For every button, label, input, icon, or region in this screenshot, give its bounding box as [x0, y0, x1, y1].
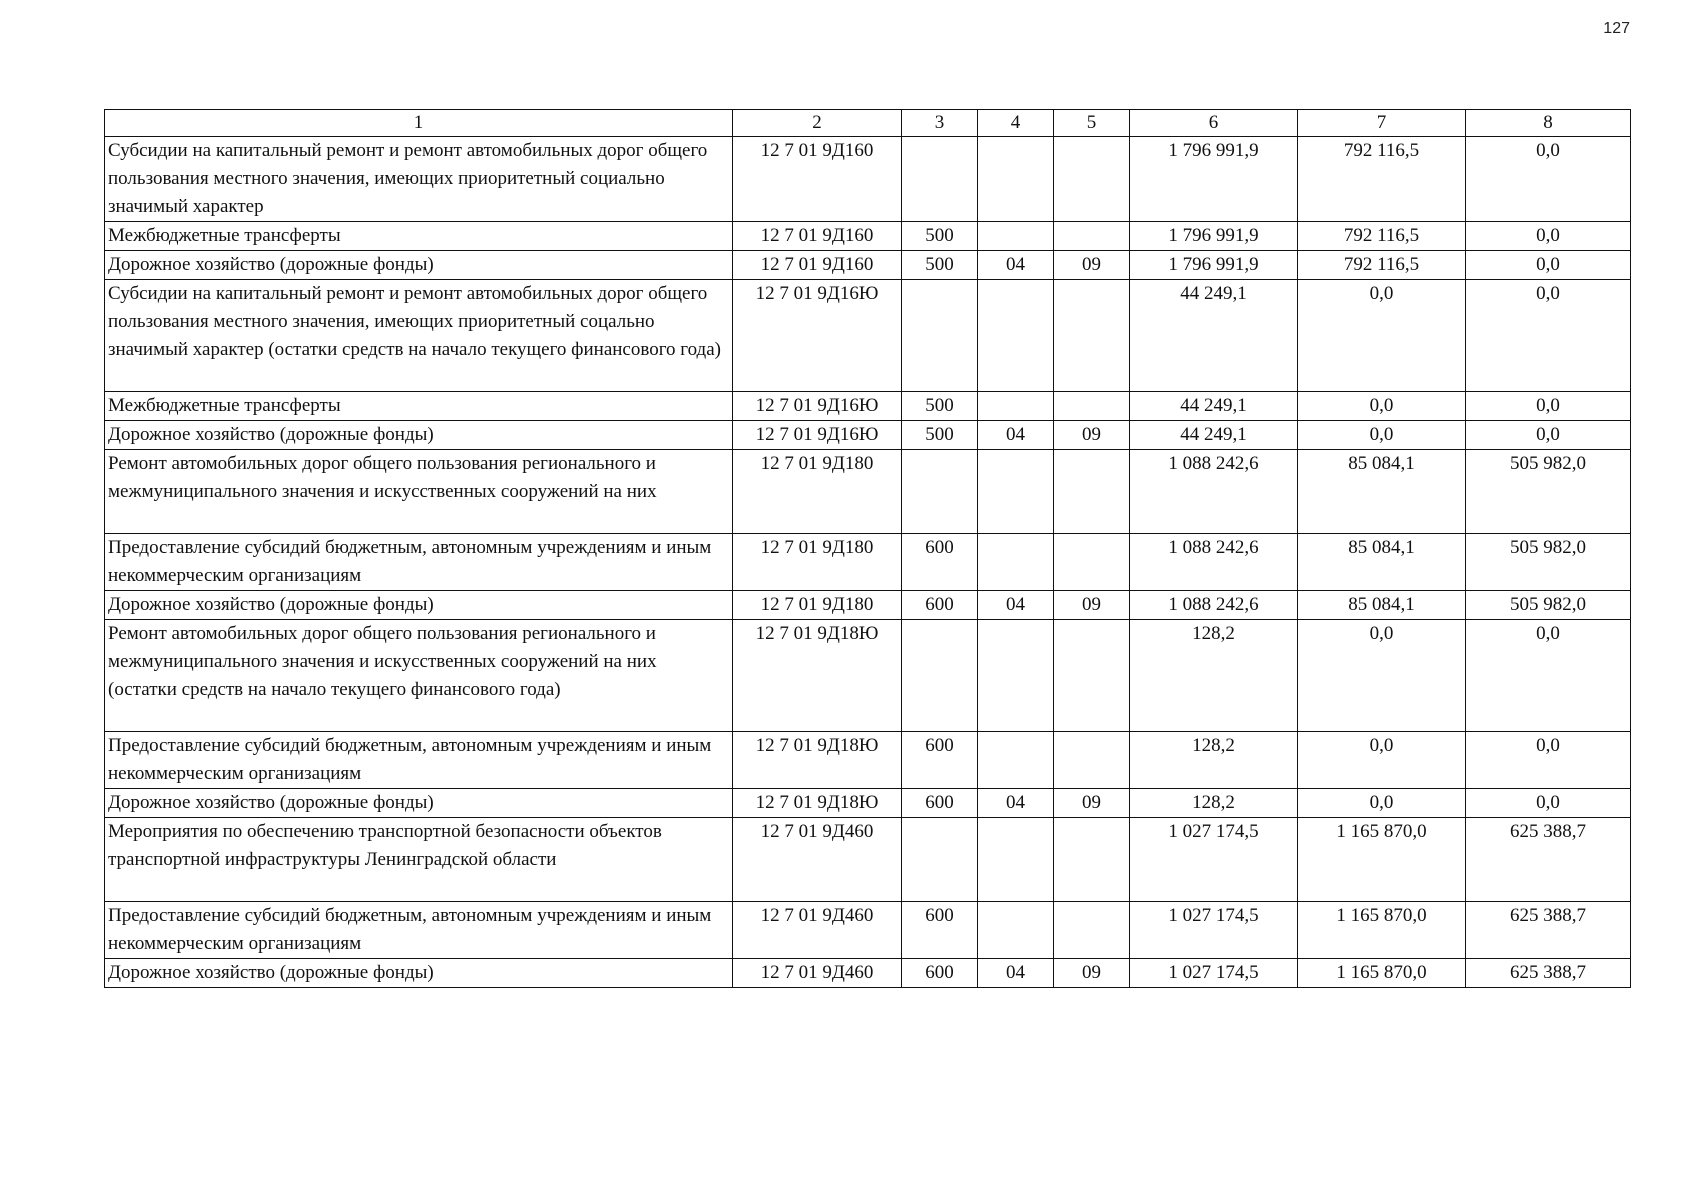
- row-section-cell: 04: [978, 959, 1054, 988]
- row-name-cell: Дорожное хозяйство (дорожные фонды): [105, 789, 733, 818]
- row-code-cell: 12 7 01 9Д460: [733, 959, 902, 988]
- row-type-cell: [902, 818, 978, 902]
- row-value-1-cell: 1 796 991,9: [1130, 251, 1298, 280]
- header-cell: 6: [1130, 110, 1298, 137]
- row-code-cell: 12 7 01 9Д16Ю: [733, 280, 902, 392]
- row-type-cell: 500: [902, 392, 978, 421]
- row-section-cell: 04: [978, 591, 1054, 620]
- row-section-cell: [978, 732, 1054, 789]
- table-row: [105, 534, 1631, 591]
- row-value-2-cell: 0,0: [1298, 421, 1466, 450]
- row-type-cell: 500: [902, 421, 978, 450]
- row-value-3-cell: 505 982,0: [1466, 534, 1631, 591]
- row-subsection-cell: [1054, 818, 1130, 902]
- header-cell: 1: [105, 110, 733, 137]
- row-name-cell: Мероприятия по обеспечению транспортной безопасности объектов транспортной инфраструктуры Ленинградской области: [105, 818, 733, 902]
- row-value-2-cell: 85 084,1: [1298, 450, 1466, 534]
- row-name-cell: Дорожное хозяйство (дорожные фонды): [105, 251, 733, 280]
- table-row: [105, 392, 1631, 421]
- row-name-cell: Субсидии на капитальный ремонт и ремонт автомобильных дорог общего пользования местного значения, имеющих приоритетный социально значимый характер: [105, 137, 733, 222]
- header-cell: 3: [902, 110, 978, 137]
- row-section-cell: [978, 392, 1054, 421]
- row-name-cell: Дорожное хозяйство (дорожные фонды): [105, 591, 733, 620]
- row-code-cell: 12 7 01 9Д160: [733, 137, 902, 222]
- row-value-1-cell: 1 796 991,9: [1130, 222, 1298, 251]
- row-type-cell: 600: [902, 959, 978, 988]
- row-section-cell: 04: [978, 421, 1054, 450]
- row-type-cell: 600: [902, 534, 978, 591]
- row-code-cell: 12 7 01 9Д460: [733, 818, 902, 902]
- header-row: [105, 110, 1631, 137]
- row-name-cell: Дорожное хозяйство (дорожные фонды): [105, 959, 733, 988]
- row-code-cell: 12 7 01 9Д460: [733, 902, 902, 959]
- row-name-cell: Предоставление субсидий бюджетным, автономным учреждениям и иным некоммерческим организациям: [105, 534, 733, 591]
- row-subsection-cell: 09: [1054, 421, 1130, 450]
- row-subsection-cell: [1054, 280, 1130, 392]
- table-row: [105, 137, 1631, 222]
- row-value-2-cell: 792 116,5: [1298, 251, 1466, 280]
- row-code-cell: 12 7 01 9Д180: [733, 534, 902, 591]
- row-value-2-cell: 0,0: [1298, 392, 1466, 421]
- row-type-cell: [902, 280, 978, 392]
- row-value-3-cell: 0,0: [1466, 732, 1631, 789]
- row-name-cell: Предоставление субсидий бюджетным, автономным учреждениям и иным некоммерческим организациям: [105, 902, 733, 959]
- row-value-1-cell: 44 249,1: [1130, 280, 1298, 392]
- row-subsection-cell: [1054, 450, 1130, 534]
- row-name-cell: Ремонт автомобильных дорог общего пользования регионального и межмуниципального значения и искусственных сооружений на них (остатки средств на начало текущего финансового года): [105, 620, 733, 732]
- table-row: [105, 902, 1631, 959]
- table-row: [105, 732, 1631, 789]
- row-value-3-cell: 625 388,7: [1466, 818, 1631, 902]
- row-section-cell: [978, 280, 1054, 392]
- row-value-1-cell: 128,2: [1130, 732, 1298, 789]
- row-value-3-cell: 0,0: [1466, 620, 1631, 732]
- row-type-cell: 600: [902, 789, 978, 818]
- row-code-cell: 12 7 01 9Д180: [733, 450, 902, 534]
- row-subsection-cell: [1054, 732, 1130, 789]
- row-section-cell: [978, 902, 1054, 959]
- row-section-cell: 04: [978, 251, 1054, 280]
- row-value-3-cell: 505 982,0: [1466, 591, 1631, 620]
- row-subsection-cell: 09: [1054, 959, 1130, 988]
- row-value-2-cell: 1 165 870,0: [1298, 818, 1466, 902]
- table-row: [105, 222, 1631, 251]
- row-value-2-cell: 1 165 870,0: [1298, 902, 1466, 959]
- row-value-2-cell: 0,0: [1298, 789, 1466, 818]
- row-code-cell: 12 7 01 9Д160: [733, 222, 902, 251]
- row-code-cell: 12 7 01 9Д18Ю: [733, 732, 902, 789]
- page-number: 127: [1603, 20, 1630, 37]
- row-section-cell: 04: [978, 789, 1054, 818]
- budget-table: [104, 109, 1631, 988]
- row-code-cell: 12 7 01 9Д16Ю: [733, 421, 902, 450]
- header-cell: 8: [1466, 110, 1631, 137]
- row-name-cell: Предоставление субсидий бюджетным, автономным учреждениям и иным некоммерческим организациям: [105, 732, 733, 789]
- table-row: [105, 818, 1631, 902]
- row-value-3-cell: 0,0: [1466, 392, 1631, 421]
- row-subsection-cell: [1054, 620, 1130, 732]
- row-name-cell: Ремонт автомобильных дорог общего пользования регионального и межмуниципального значения и искусственных сооружений на них: [105, 450, 733, 534]
- row-type-cell: 600: [902, 902, 978, 959]
- row-type-cell: [902, 620, 978, 732]
- row-value-2-cell: 792 116,5: [1298, 137, 1466, 222]
- row-section-cell: [978, 222, 1054, 251]
- row-value-2-cell: 0,0: [1298, 280, 1466, 392]
- table-row: [105, 789, 1631, 818]
- table-body: [105, 137, 1631, 988]
- row-value-1-cell: 1 027 174,5: [1130, 818, 1298, 902]
- row-section-cell: [978, 137, 1054, 222]
- row-value-3-cell: 0,0: [1466, 421, 1631, 450]
- row-value-1-cell: 44 249,1: [1130, 392, 1298, 421]
- row-subsection-cell: [1054, 222, 1130, 251]
- row-name-cell: Межбюджетные трансферты: [105, 392, 733, 421]
- table-row: [105, 421, 1631, 450]
- row-type-cell: 600: [902, 732, 978, 789]
- row-subsection-cell: 09: [1054, 251, 1130, 280]
- table-row: [105, 620, 1631, 732]
- table-row: [105, 450, 1631, 534]
- row-value-3-cell: 0,0: [1466, 137, 1631, 222]
- row-value-1-cell: 128,2: [1130, 620, 1298, 732]
- header-cell: 7: [1298, 110, 1466, 137]
- row-code-cell: 12 7 01 9Д180: [733, 591, 902, 620]
- row-section-cell: [978, 818, 1054, 902]
- row-name-cell: Межбюджетные трансферты: [105, 222, 733, 251]
- row-code-cell: 12 7 01 9Д18Ю: [733, 789, 902, 818]
- row-value-2-cell: 0,0: [1298, 732, 1466, 789]
- row-value-2-cell: 1 165 870,0: [1298, 959, 1466, 988]
- row-value-2-cell: 792 116,5: [1298, 222, 1466, 251]
- row-subsection-cell: 09: [1054, 591, 1130, 620]
- row-value-2-cell: 85 084,1: [1298, 591, 1466, 620]
- row-value-1-cell: 44 249,1: [1130, 421, 1298, 450]
- row-section-cell: [978, 620, 1054, 732]
- row-value-3-cell: 505 982,0: [1466, 450, 1631, 534]
- row-code-cell: 12 7 01 9Д16Ю: [733, 392, 902, 421]
- row-value-3-cell: 0,0: [1466, 280, 1631, 392]
- row-subsection-cell: [1054, 534, 1130, 591]
- header-cell: 5: [1054, 110, 1130, 137]
- row-value-1-cell: 1 088 242,6: [1130, 591, 1298, 620]
- row-subsection-cell: [1054, 902, 1130, 959]
- header-cell: 2: [733, 110, 902, 137]
- row-section-cell: [978, 450, 1054, 534]
- row-type-cell: 600: [902, 591, 978, 620]
- row-value-3-cell: 625 388,7: [1466, 959, 1631, 988]
- row-value-3-cell: 0,0: [1466, 251, 1631, 280]
- row-subsection-cell: 09: [1054, 789, 1130, 818]
- row-subsection-cell: [1054, 137, 1130, 222]
- row-type-cell: [902, 137, 978, 222]
- row-value-2-cell: 0,0: [1298, 620, 1466, 732]
- row-type-cell: [902, 450, 978, 534]
- row-value-1-cell: 1 088 242,6: [1130, 534, 1298, 591]
- row-value-1-cell: 1 796 991,9: [1130, 137, 1298, 222]
- row-name-cell: Субсидии на капитальный ремонт и ремонт автомобильных дорог общего пользования местного значения, имеющих приоритетный соцально значимый характер (остатки средств на начало текущего финансового года): [105, 280, 733, 392]
- table-row: [105, 280, 1631, 392]
- row-value-2-cell: 85 084,1: [1298, 534, 1466, 591]
- row-subsection-cell: [1054, 392, 1130, 421]
- row-value-3-cell: 625 388,7: [1466, 902, 1631, 959]
- header-cell: 4: [978, 110, 1054, 137]
- row-name-cell: Дорожное хозяйство (дорожные фонды): [105, 421, 733, 450]
- row-code-cell: 12 7 01 9Д18Ю: [733, 620, 902, 732]
- row-value-3-cell: 0,0: [1466, 222, 1631, 251]
- row-value-1-cell: 1 027 174,5: [1130, 902, 1298, 959]
- row-type-cell: 500: [902, 251, 978, 280]
- row-code-cell: 12 7 01 9Д160: [733, 251, 902, 280]
- row-value-3-cell: 0,0: [1466, 789, 1631, 818]
- row-section-cell: [978, 534, 1054, 591]
- row-value-1-cell: 1 088 242,6: [1130, 450, 1298, 534]
- table-row: [105, 251, 1631, 280]
- table-row: [105, 959, 1631, 988]
- row-value-1-cell: 128,2: [1130, 789, 1298, 818]
- table-row: [105, 591, 1631, 620]
- row-type-cell: 500: [902, 222, 978, 251]
- row-value-1-cell: 1 027 174,5: [1130, 959, 1298, 988]
